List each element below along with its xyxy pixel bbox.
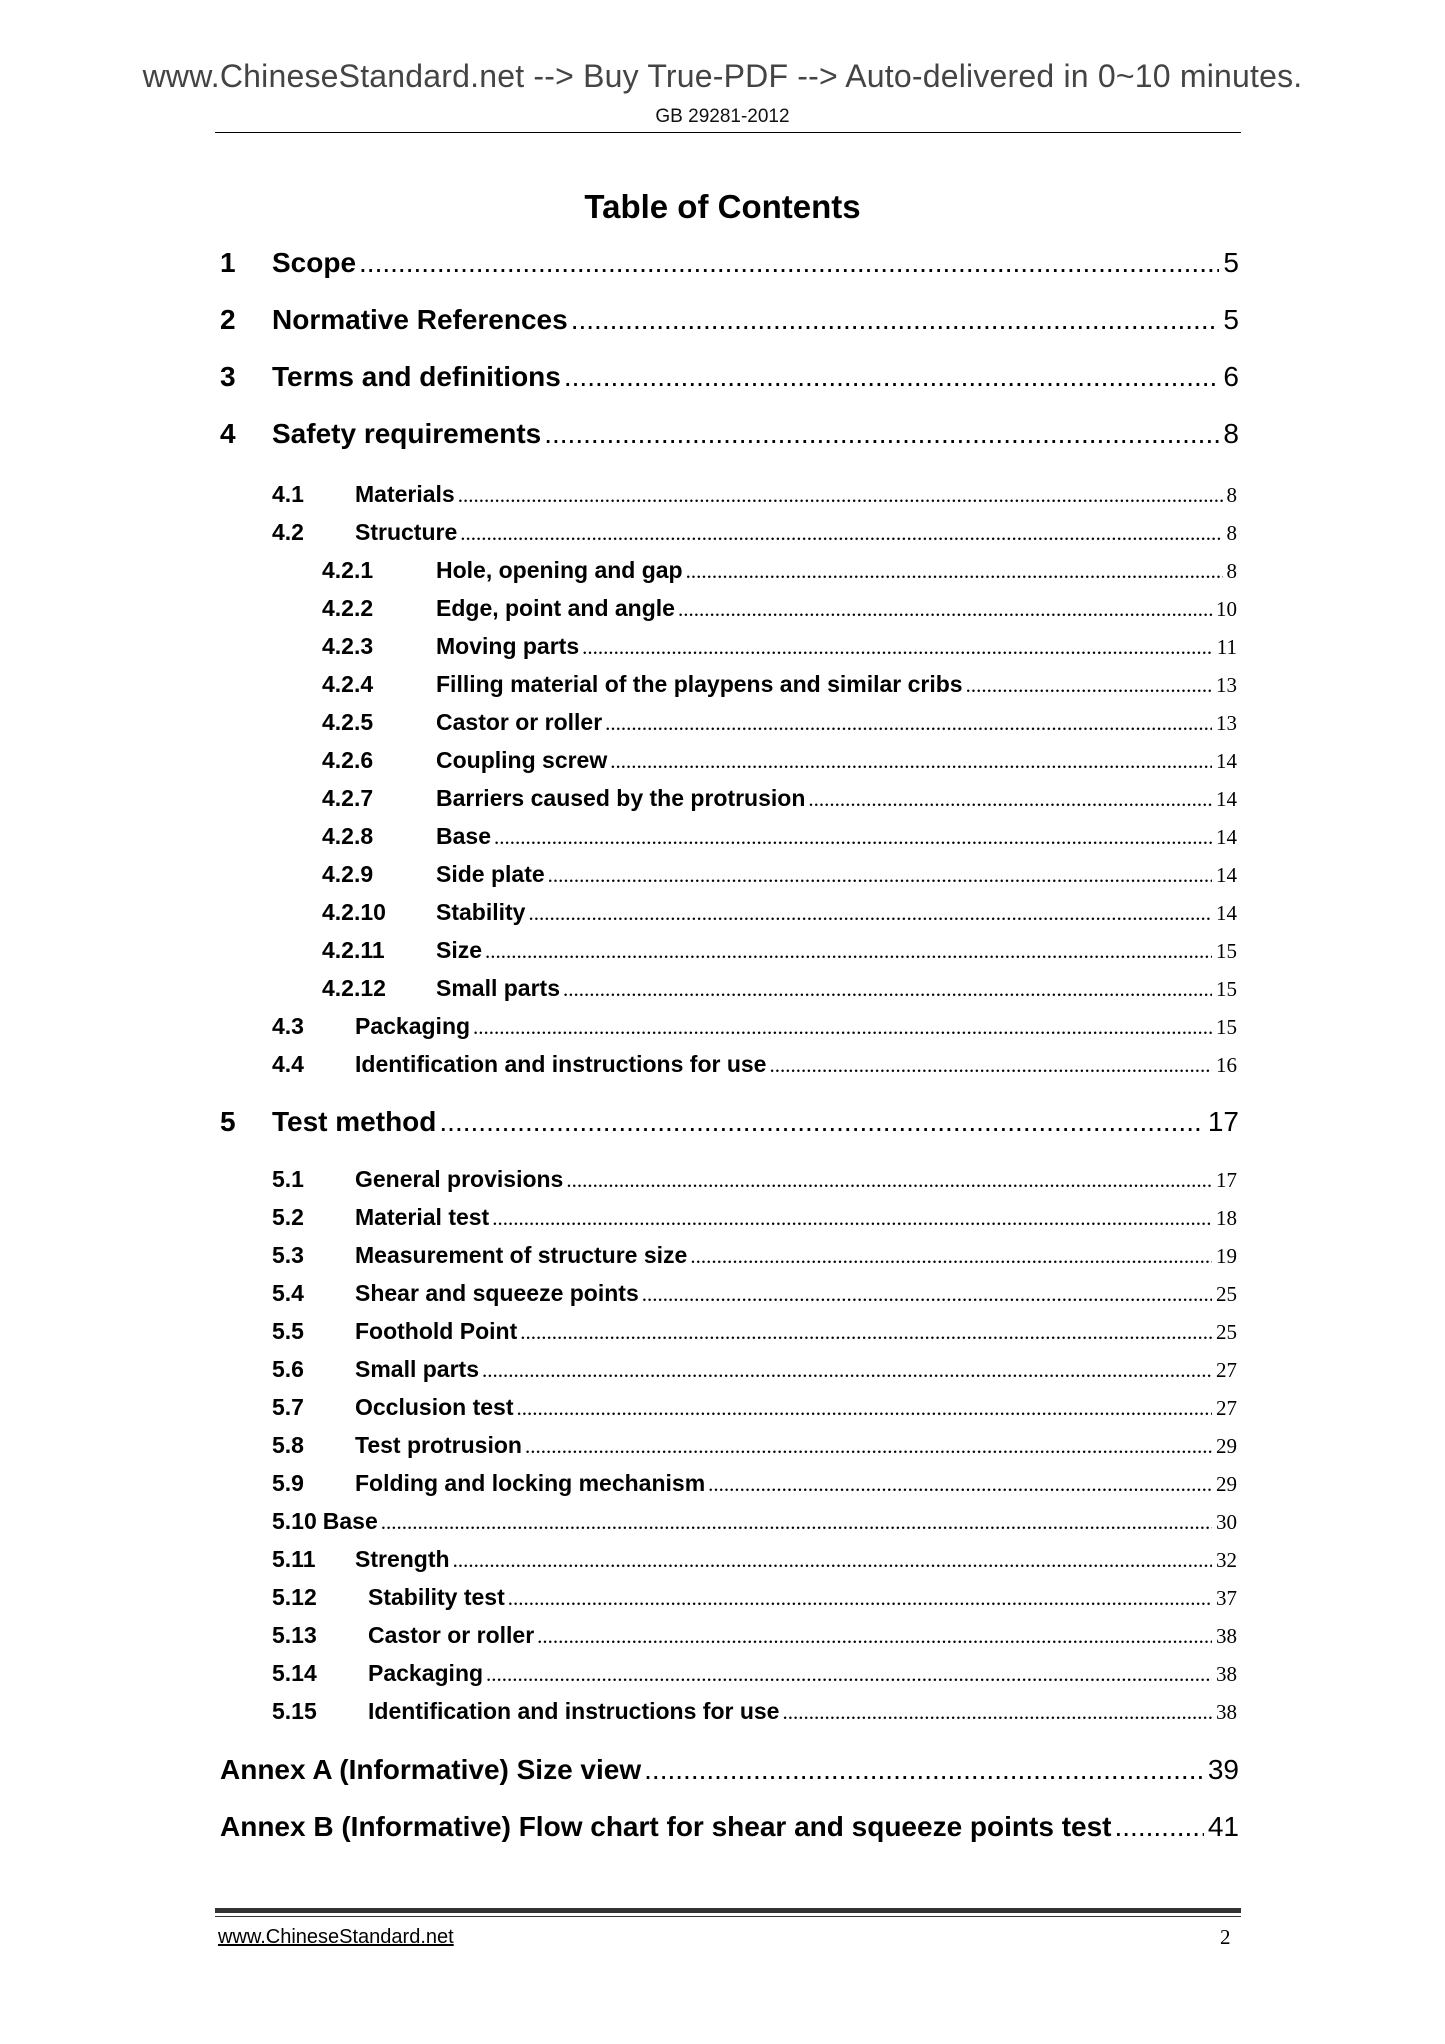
leader-dots xyxy=(642,1282,1212,1307)
leader-dots xyxy=(494,825,1212,850)
toc-title-text: Safety requirements xyxy=(272,418,542,449)
toc-entry-5-15[interactable] xyxy=(0,1698,1445,1725)
toc-number: 4.2.1 xyxy=(322,557,374,583)
footer-page-number: 2 xyxy=(1220,1925,1231,1949)
toc-entry-5-3[interactable] xyxy=(0,1242,1445,1269)
toc-title-text: Edge, point and angle xyxy=(436,595,675,621)
toc-title-text: Barriers caused by the protrusion xyxy=(436,785,806,811)
leader-dots xyxy=(508,1586,1212,1611)
leader-dots xyxy=(769,1053,1212,1078)
toc-title-text: Terms and definitions xyxy=(272,361,561,392)
toc-page: 8 xyxy=(1223,418,1239,449)
toc-entry-4-3[interactable] xyxy=(0,1013,1445,1040)
toc-page: 38 xyxy=(1216,1624,1237,1648)
toc-number: 4.4 xyxy=(272,1051,304,1077)
toc-title-text: Small parts xyxy=(355,1356,479,1382)
toc-entry-5-7[interactable] xyxy=(0,1394,1445,1421)
toc-title-text: Annex A (Informative) Size view xyxy=(220,1754,642,1785)
toc-title-text: Test protrusion xyxy=(355,1432,522,1458)
toc-page: 38 xyxy=(1216,1662,1237,1686)
toc-annex-a[interactable] xyxy=(0,1754,1445,1786)
toc-number: 5 xyxy=(220,1106,236,1137)
toc-title-text: Packaging xyxy=(368,1660,484,1686)
toc-number: 4.2.11 xyxy=(322,937,385,963)
footer-site-link[interactable]: www.ChineseStandard.net xyxy=(218,1926,454,1948)
toc-page: 37 xyxy=(1216,1586,1237,1610)
toc-entry-5-1[interactable] xyxy=(0,1166,1445,1193)
toc-page: 41 xyxy=(1207,1811,1239,1842)
toc-number: 5.1 xyxy=(272,1166,304,1192)
toc-page: 39 xyxy=(1207,1754,1239,1785)
toc-number: 5.4 xyxy=(272,1280,304,1306)
leader-dots xyxy=(485,939,1212,964)
leader-dots xyxy=(571,304,1220,336)
toc-page: 15 xyxy=(1216,1015,1237,1039)
leader-dots xyxy=(482,1358,1212,1383)
leader-dots xyxy=(708,1472,1212,1497)
toc-entry-5-4[interactable] xyxy=(0,1280,1445,1307)
toc-entry-4-2-2[interactable] xyxy=(0,595,1445,622)
leader-dots xyxy=(1115,1811,1204,1843)
toc-number: 4.3 xyxy=(272,1013,304,1039)
toc-entry-4-2-11[interactable] xyxy=(0,937,1445,964)
toc-title-text: Folding and locking mechanism xyxy=(355,1470,706,1496)
toc-number: 4.2.6 xyxy=(322,747,374,773)
leader-dots xyxy=(525,1434,1212,1459)
toc-number: 5.8 xyxy=(272,1432,304,1458)
toc-title-text: Normative References xyxy=(272,304,568,335)
toc-title-text: Stability test xyxy=(368,1584,505,1610)
toc-entry-5[interactable] xyxy=(0,1106,1445,1138)
toc-page: 5 xyxy=(1223,247,1239,278)
leader-dots xyxy=(516,1396,1212,1421)
leader-dots xyxy=(544,418,1219,450)
toc-page: 10 xyxy=(1216,597,1237,621)
toc-entry-4-2-7[interactable] xyxy=(0,785,1445,812)
toc-title: Table of Contents xyxy=(584,188,861,225)
toc-page: 17 xyxy=(1207,1106,1239,1137)
toc-page: 27 xyxy=(1216,1358,1237,1382)
leader-dots xyxy=(453,1548,1212,1573)
toc-number: 4.2.7 xyxy=(322,785,374,811)
toc-title-text: Identification and instructions for use xyxy=(368,1698,780,1724)
leader-dots xyxy=(537,1624,1212,1649)
toc-title-text: Small parts xyxy=(436,975,560,1001)
toc-number: 1 xyxy=(220,247,236,278)
toc-entry-5-10[interactable] xyxy=(0,1508,1445,1535)
toc-annex-b[interactable] xyxy=(0,1811,1445,1843)
toc-entry-5-2[interactable] xyxy=(0,1204,1445,1231)
toc-entry-5-12[interactable] xyxy=(0,1584,1445,1611)
leader-dots xyxy=(678,597,1212,622)
toc-title-text: Foothold Point xyxy=(355,1318,518,1344)
toc-number: 5.11 xyxy=(272,1546,316,1572)
leader-dots xyxy=(605,711,1212,736)
toc-page: 14 xyxy=(1216,787,1237,811)
toc-title-text: Moving parts xyxy=(436,633,580,659)
toc-title-text: Castor or roller xyxy=(368,1622,535,1648)
toc-title-text: Strength xyxy=(355,1546,450,1572)
leader-dots xyxy=(610,749,1212,774)
toc-number: 5.6 xyxy=(272,1356,304,1382)
toc-page: 25 xyxy=(1216,1320,1237,1344)
leader-dots xyxy=(808,787,1212,812)
toc-number: 5.15 xyxy=(272,1698,317,1724)
toc-number: 5.3 xyxy=(272,1242,304,1268)
toc-page: 5 xyxy=(1223,304,1239,335)
toc-page: 13 xyxy=(1216,711,1237,735)
toc-page: 25 xyxy=(1216,1282,1237,1306)
toc-title-text: Filling material of the playpens and similar cribs xyxy=(436,671,963,697)
toc-title-text: Hole, opening and gap xyxy=(436,557,683,583)
leader-dots xyxy=(564,361,1220,393)
toc-title-text: Identification and instructions for use xyxy=(355,1051,767,1077)
toc-title-text: Stability xyxy=(436,899,526,925)
toc-entry-3[interactable] xyxy=(0,361,1445,393)
footer-rule xyxy=(215,1908,1241,1913)
toc-page: 30 xyxy=(1216,1510,1237,1534)
leader-dots xyxy=(566,1168,1212,1193)
toc-entry-5-5[interactable] xyxy=(0,1318,1445,1345)
toc-title-text: Shear and squeeze points xyxy=(355,1280,639,1306)
toc-title-text: Side plate xyxy=(436,861,545,887)
toc-number: 4.2.12 xyxy=(322,975,386,1001)
leader-dots xyxy=(528,901,1212,926)
toc-number: 4.2.5 xyxy=(322,709,374,735)
toc-entry-5-6[interactable] xyxy=(0,1356,1445,1383)
toc-page: 18 xyxy=(1216,1206,1237,1230)
leader-dots xyxy=(782,1700,1212,1725)
toc-entry-4-2-5[interactable] xyxy=(0,709,1445,736)
toc-page: 27 xyxy=(1216,1396,1237,1420)
toc-number: 5.9 xyxy=(272,1470,304,1496)
leader-dots xyxy=(686,559,1223,584)
toc-number: 4.2 xyxy=(272,519,304,545)
toc-page: 15 xyxy=(1216,939,1237,963)
toc-number: 3 xyxy=(220,361,236,392)
toc-entry-4[interactable] xyxy=(0,418,1445,450)
toc-title-text: Castor or roller xyxy=(436,709,603,735)
toc-page: 29 xyxy=(1216,1472,1237,1496)
leader-dots xyxy=(460,521,1222,546)
toc-page: 8 xyxy=(1226,559,1237,583)
leader-dots xyxy=(966,673,1212,698)
toc-page: 38 xyxy=(1216,1700,1237,1724)
toc-number: 5.5 xyxy=(272,1318,304,1344)
toc-number: 4.1 xyxy=(272,481,304,507)
toc-title-text: Packaging xyxy=(355,1013,471,1039)
toc-title-text: Occlusion test xyxy=(355,1394,514,1420)
footer-rule-thin xyxy=(215,1916,1241,1917)
toc-number: 5.2 xyxy=(272,1204,304,1230)
toc-page: 29 xyxy=(1216,1434,1237,1458)
toc-page: 8 xyxy=(1226,483,1237,507)
toc-number: 4 xyxy=(220,418,236,449)
toc-entry-5-14[interactable] xyxy=(0,1660,1445,1687)
toc-title-text: Measurement of structure size xyxy=(355,1242,688,1268)
toc-entry-4-2-3[interactable] xyxy=(0,633,1445,660)
toc-title-text: Materials xyxy=(355,481,455,507)
leader-dots xyxy=(492,1206,1212,1231)
toc-number: 4.2.8 xyxy=(322,823,374,849)
toc-number: 4.2.10 xyxy=(322,899,386,925)
toc-number: 5.12 xyxy=(272,1584,317,1610)
leader-dots xyxy=(690,1244,1212,1269)
toc-title-text: Base xyxy=(436,823,491,849)
leader-dots xyxy=(563,977,1212,1002)
leader-dots xyxy=(381,1510,1212,1535)
toc-title-text: Coupling screw xyxy=(436,747,608,773)
toc-page: 8 xyxy=(1226,521,1237,545)
leader-dots xyxy=(548,863,1212,888)
toc-entry-5-13[interactable] xyxy=(0,1622,1445,1649)
toc-page: 6 xyxy=(1223,361,1239,392)
toc-number: 5.14 xyxy=(272,1660,317,1686)
toc-number: 2 xyxy=(220,304,236,335)
toc-entry-2[interactable] xyxy=(0,304,1445,336)
toc-entry-4-2-4[interactable] xyxy=(0,671,1445,698)
toc-entry-1[interactable] xyxy=(0,247,1445,279)
toc-entry-4-4[interactable] xyxy=(0,1051,1445,1078)
toc-number: 4.2.4 xyxy=(322,671,374,697)
toc-title-text: Annex B (Informative) Flow chart for shear and squeeze points test xyxy=(220,1811,1112,1842)
toc-entry-5-8[interactable] xyxy=(0,1432,1445,1459)
toc-page: 14 xyxy=(1216,749,1237,773)
leader-dots xyxy=(520,1320,1212,1345)
toc-number: 5.7 xyxy=(272,1394,304,1420)
toc-title-text: Size xyxy=(436,937,483,963)
toc-page: 32 xyxy=(1216,1548,1237,1572)
toc-entry-4-2-1[interactable] xyxy=(0,557,1445,584)
toc-entry-4-1[interactable] xyxy=(0,481,1445,508)
toc-number: 5.10 xyxy=(272,1508,317,1534)
top-banner: www.ChineseStandard.net --> Buy True-PDF --> Auto-delivered in 0~10 minutes. xyxy=(142,58,1303,94)
toc-entry-4-2[interactable] xyxy=(0,519,1445,546)
toc-page: 17 xyxy=(1216,1168,1237,1192)
toc-entry-4-2-9[interactable] xyxy=(0,861,1445,888)
toc-entry-4-2-6[interactable] xyxy=(0,747,1445,774)
toc-title-text: Test method xyxy=(272,1106,437,1137)
toc-number: 4.2.9 xyxy=(322,861,374,887)
toc-entry-4-2-12[interactable] xyxy=(0,975,1445,1002)
toc-page: 19 xyxy=(1216,1244,1237,1268)
toc-entry-4-2-8[interactable] xyxy=(0,823,1445,850)
toc-title-text: Scope xyxy=(272,247,357,278)
leader-dots xyxy=(486,1662,1212,1687)
leader-dots xyxy=(439,1106,1203,1138)
leader-dots xyxy=(458,483,1223,508)
leader-dots xyxy=(359,247,1219,279)
toc-entry-5-11[interactable] xyxy=(0,1546,1445,1573)
toc-number: 4.2.3 xyxy=(322,633,374,659)
toc-page: 16 xyxy=(1216,1053,1237,1077)
toc-page: 15 xyxy=(1216,977,1237,1001)
standard-number: GB 29281-2012 xyxy=(655,106,790,127)
toc-entry-4-2-10[interactable] xyxy=(0,899,1445,926)
toc-page: 14 xyxy=(1216,901,1237,925)
leader-dots xyxy=(473,1015,1212,1040)
leader-dots xyxy=(644,1754,1204,1786)
toc-number: 4.2.2 xyxy=(322,595,374,621)
toc-title-text: Structure xyxy=(355,519,458,545)
toc-title-text: Base xyxy=(322,1508,378,1534)
toc-title-text: General provisions xyxy=(355,1166,564,1192)
leader-dots xyxy=(582,635,1213,660)
toc-title-text: Material test xyxy=(355,1204,490,1230)
toc-page: 14 xyxy=(1216,863,1237,887)
toc-page: 14 xyxy=(1216,825,1237,849)
toc-entry-5-9[interactable] xyxy=(0,1470,1445,1497)
toc-page: 13 xyxy=(1216,673,1237,697)
header-rule xyxy=(215,132,1241,133)
toc-number: 5.13 xyxy=(272,1622,317,1648)
toc-page: 11 xyxy=(1216,635,1237,659)
